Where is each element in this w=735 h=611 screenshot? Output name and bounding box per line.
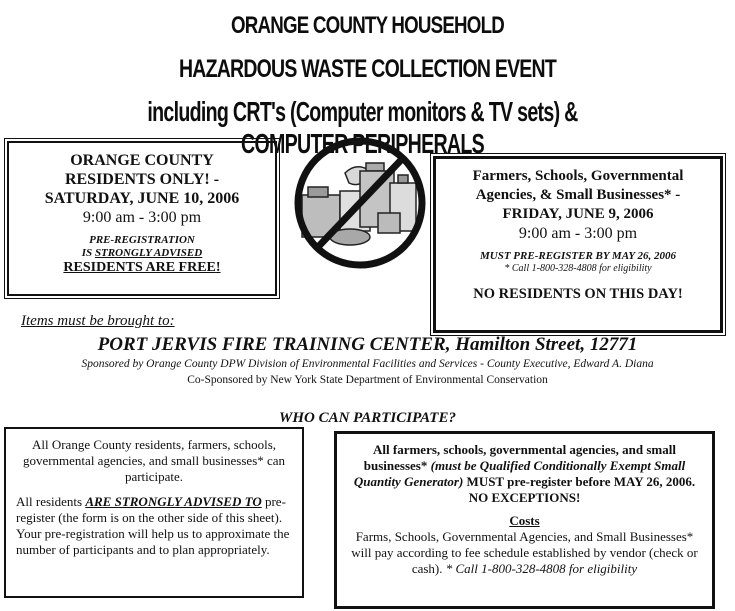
residents-line-1: ORANGE COUNTY — [70, 152, 214, 169]
title-line-1: ORANGE COUNTY HOUSEHOLD — [231, 12, 504, 39]
residents-hours: 9:00 am - 3:00 pm — [82, 209, 202, 226]
venue: PORT JERVIS FIRE TRAINING CENTER, Hamilton Street, 12771 — [97, 334, 638, 355]
residents-participation-box — [4, 427, 304, 598]
participation-text: All Orange County residents, farmers, schools, governmental agencies, and small businesses* can participate. — [22, 437, 286, 484]
cosponsor-line: Co-Sponsored by New York State Department of Environmental Conservation — [187, 374, 548, 386]
title-line-3: including CRT's (Computer monitors & TV sets) & COMPUTER PERIPHERALS — [147, 96, 578, 159]
advice-text: All residents ARE STRONGLY ADVISED TO pre-register (the form is on the other side of this sheet). Your pre-registration will help us to approximate the number of participants and to plan appropriately. — [16, 494, 290, 557]
business-date: FRIDAY, JUNE 9, 2006 — [502, 206, 654, 222]
title-line-2: HAZARDOUS WASTE COLLECTION EVENT — [179, 55, 556, 83]
who-heading: WHO CAN PARTICIPATE? — [279, 410, 456, 426]
no-residents-notice: NO RESIDENTS ON THIS DAY! — [473, 286, 683, 302]
business-call: * Call 1-800-328-4808 for eligibility — [504, 263, 652, 274]
residents-box — [7, 141, 277, 296]
business-line-1: Farmers, Schools, Governmental — [472, 168, 684, 184]
business-line-2: Agencies, & Small Businesses* - — [475, 187, 681, 203]
costs-text: Farms, Schools, Governmental Agencies, and Small Businesses* will pay according to fee schedule established by vendor (check or cash). * Call 1-800-328-4808 for eligibility — [351, 529, 698, 576]
prereg-line-2: IS STRONGLY ADVISED — [81, 247, 203, 259]
items-label: Items must be brought to: — [21, 313, 175, 329]
business-must-prereg: MUST PRE-REGISTER BY MAY 26, 2006 — [480, 250, 676, 262]
costs-heading: Costs — [509, 513, 540, 528]
residents-free: RESIDENTS ARE FREE! — [63, 260, 221, 275]
prereg-line-1: PRE-REGISTRATION — [89, 234, 195, 246]
no-hazardous-containers-icon — [290, 133, 430, 273]
business-requirements: All farmers, schools, governmental agencies, and small businesses* (must be Qualified Conditionally Exempt Small Quantity Generator) MUST pre-register before MAY 26, 2006. NO EXCEPTIONS! — [353, 442, 696, 505]
business-participation-box — [334, 431, 715, 609]
business-hours: 9:00 am - 3:00 pm — [518, 225, 638, 242]
residents-line-2: RESIDENTS ONLY! - — [64, 171, 220, 188]
business-box — [433, 156, 723, 333]
sponsor-line: Sponsored by Orange County DPW Division of Environmental Facilities and Services - County Executive, Edward A. Diana — [81, 358, 654, 370]
residents-date: SATURDAY, JUNE 10, 2006 — [44, 190, 240, 207]
